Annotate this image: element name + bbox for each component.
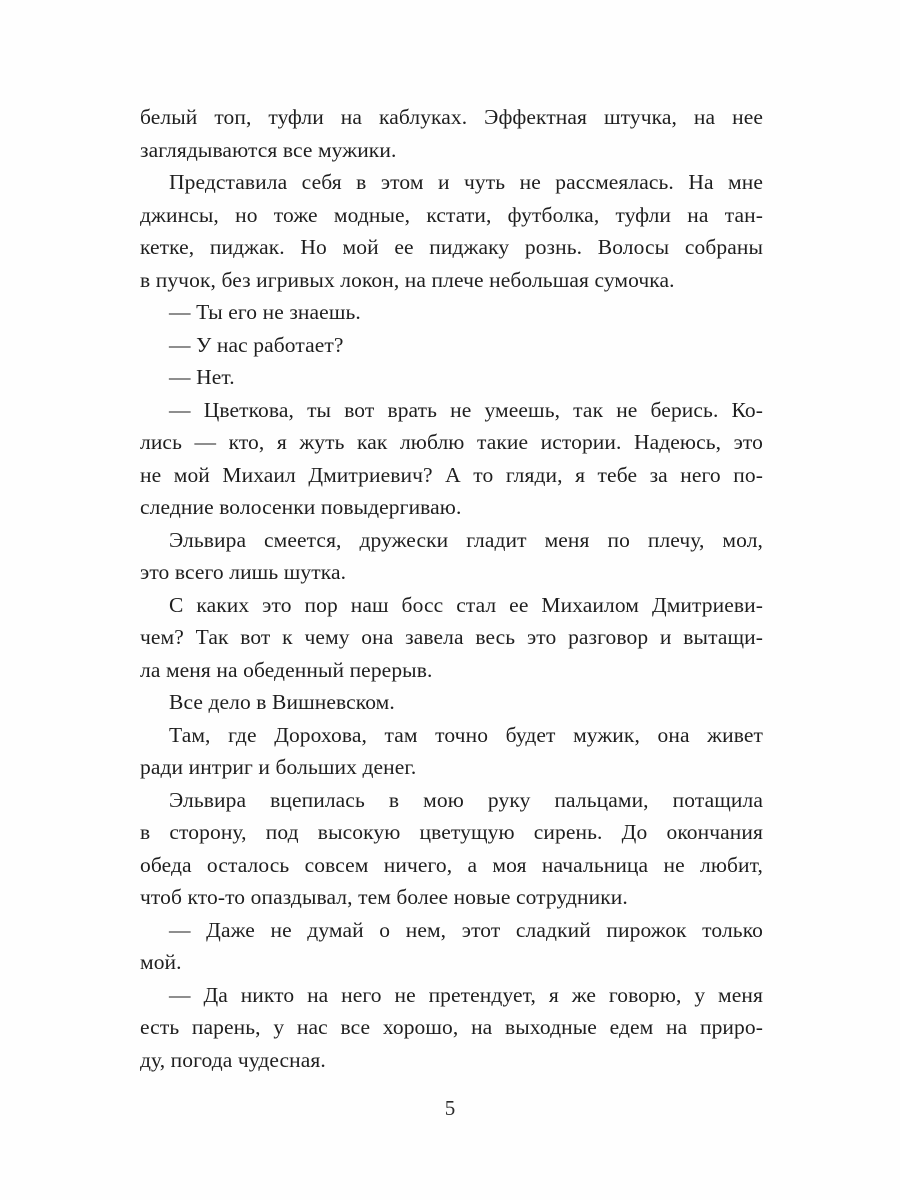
text-line: Все дело в Вишневском. xyxy=(169,690,395,714)
text-line: ради интриг и больших денег. xyxy=(140,755,417,779)
text-line: джинсы, но тоже модные, кстати, футболка, туфли на тан- xyxy=(140,202,763,227)
paragraph xyxy=(140,686,763,719)
text-line: — У нас работает? xyxy=(169,332,344,357)
text-line: белый топ, туфли на каблуках. Эффектная штучка, на нее xyxy=(140,105,763,129)
paragraph xyxy=(140,361,763,394)
text-line: — Даже не думай о нем, этот сладкий пирожок только xyxy=(169,917,763,942)
text-line: в пучок, без игривых локон, на плече небольшая сумочка. xyxy=(140,267,675,292)
paragraph xyxy=(140,394,763,524)
paragraph xyxy=(140,296,763,329)
text-line: мой. xyxy=(140,950,182,974)
text-line: Эльвира вцепилась в мою руку пальцами, потащила xyxy=(169,787,763,812)
paragraph xyxy=(140,329,763,362)
text-line: лись — кто, я жуть как люблю такие истории. Надеюсь, это xyxy=(140,430,763,454)
paragraph xyxy=(140,784,763,914)
text-line: — Да никто на него не претендует, я же говорю, у меня xyxy=(169,982,763,1007)
paragraph xyxy=(140,101,763,166)
text-line: ду, погода чудесная. xyxy=(140,1047,326,1072)
text-block xyxy=(140,101,763,1076)
text-line: С каких это пор наш босс стал ее Михаилом Дмитриеви- xyxy=(169,592,763,617)
page-number: 5 xyxy=(444,1096,456,1120)
text-line: заглядываются все мужики. xyxy=(140,137,397,162)
text-line: Там, где Дорохова, там точно будет мужик, она живет xyxy=(169,722,763,747)
text-line: это всего лишь шутка. xyxy=(140,560,347,584)
text-line: следние волосенки повыдергиваю. xyxy=(140,495,462,519)
text-line: чтоб кто-то опаздывал, тем более новые сотрудники. xyxy=(140,885,628,909)
text-line: не мой Михаил Дмитриевич? А то гляди, я тебе за него по- xyxy=(140,462,763,487)
paragraph xyxy=(140,524,763,589)
paragraph xyxy=(140,979,763,1077)
paragraph xyxy=(140,914,763,979)
paragraph xyxy=(140,589,763,687)
text-line: Эльвира смеется, дружески гладит меня по плечу, мол, xyxy=(169,527,763,552)
text-line: в сторону, под высокую цветущую сирень. До окончания xyxy=(140,820,763,844)
text-line: — Цветкова, ты вот врать не умеешь, так не берись. Ко- xyxy=(169,397,763,422)
text-line: Представила себя в этом и чуть не рассмеялась. На мне xyxy=(169,170,763,194)
paragraph xyxy=(140,719,763,784)
text-line: чем? Так вот к чему она завела весь это разговор и вытащи- xyxy=(140,625,763,649)
text-line: кетке, пиджак. Но мой ее пиджаку рознь. Волосы собраны xyxy=(140,235,763,259)
text-line: есть парень, у нас все хорошо, на выходные едем на приро- xyxy=(140,1015,763,1039)
paragraph xyxy=(140,166,763,296)
text-line: — Нет. xyxy=(169,365,235,389)
text-line: ла меня на обеденный перерыв. xyxy=(140,657,433,682)
text-line: — Ты его не знаешь. xyxy=(169,300,361,324)
text-line: обеда осталось совсем ничего, а моя начальница не любит, xyxy=(140,852,763,877)
